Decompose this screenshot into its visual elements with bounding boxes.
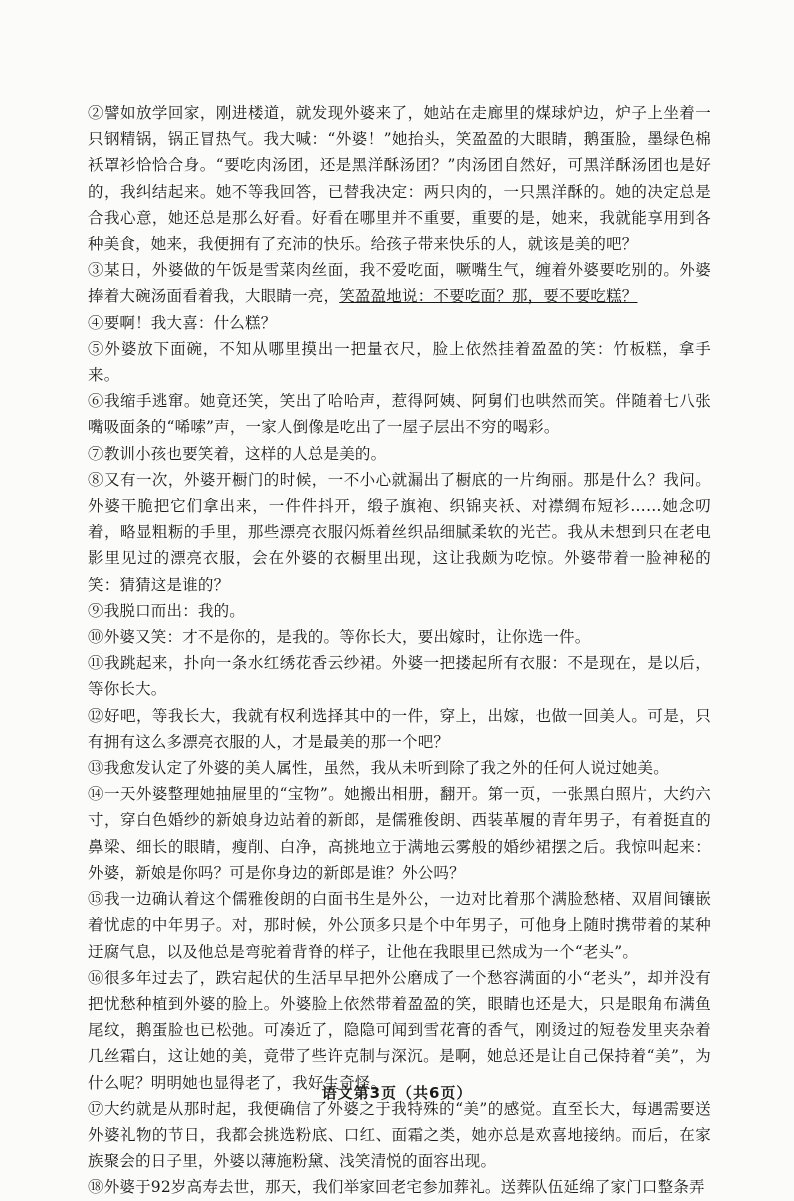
paragraph-16: ⑯很多年过去了，跌宕起伏的生活早早把外公磨成了一个愁容满面的小“老头”，却并没有把忧愁种植到外婆的脸上。外婆脸上依然带着盈盈的笑，眼睛也还是大，只是眼角布满鱼尾纹，鹅蛋脸也已松弛。可凑近了，隐隐可闻到雪花膏的香气，刚烫过的短卷发里夹杂着几丝霜白，这让她的美，竟带了些许克制与深沉。是啊，她总还是让自己保持着“美”，为什么呢？明明她也显得老了，我好生奇怪。 (88, 968, 711, 1092)
paragraph-9: ⑨我脱口而出：我的。 (88, 601, 246, 620)
paragraph-4: ④要啊！我大喜：什么糕？ (88, 313, 277, 332)
paragraph-3-underlined: 笑盈盈地说：不要吃面？那，要不要吃糕？ (339, 287, 638, 306)
paragraph-3 (88, 257, 711, 309)
paragraph-17: ⑰大约就是从那时起，我便确信了外婆之于我特殊的“美”的感觉。直至长大，每遇需要送外婆礼物的节日，我都会挑选粉底、口红、面霜之类，她亦总是欢喜地接纳。而后，在家族聚会的日子里，外婆以薄施粉黛、浅笑清悦的面容出现。 (88, 1099, 711, 1171)
paragraph-10: ⑩外婆又笑：才不是你的，是我的。等你长大，要出嫁时，让你选一件。 (88, 628, 591, 647)
paragraph-14: ⑭一天外婆整理她抽屉里的“宝物”。她搬出相册，翻开。第一页，一张黑白照片，大约六寸，穿白色婚纱的新娘身边站着的新郎，是儒雅俊朗、西装革履的青年男子，有着挺直的鼻梁、细长的眼睛，瘦削、白净，高挑地立于满地云雾般的婚纱裙摆之后。我惊叫起来：外婆，新娘是你吗？可是你身边的新郎是谁？外公吗？ (88, 785, 711, 882)
paragraph-12: ⑫好吧，等我长大，我就有权利选择其中的一件，穿上，出嫁，也做一回美人。可是，只有拥有这么多漂亮衣服的人，才是最美的那一个吧？ (88, 706, 711, 751)
paragraph-7: ⑦教训小孩也要笑着，这样的人总是美的。 (88, 444, 387, 463)
paragraph-2: ②譬如放学回家，刚进楼道，就发现外婆来了，她站在走廊里的煤球炉边，炉子上坐着一只钢精锅，锅正冒热气。我大喊：“外婆！”她抬头，笑盈盈的大眼睛，鹅蛋脸，墨绿色棉袄罩衫恰恰合身。“要吃肉汤团，还是黑洋酥汤团？”肉汤团自然好，可黑洋酥汤团也是好的，我纠结起来。她不等我回答，已替我决定：两只肉的，一只黑洋酥的。她的决定总是合我心意，她还总是那么好看。好看在哪里并不重要，重要的是，她来，我就能享用到各种美食，她来，我便拥有了充沛的快乐。给孩子带来快乐的人，就该是美的吧？ (88, 104, 711, 254)
page-footer: 语文第3页（共6页） (321, 1084, 473, 1102)
paragraph-18: ⑱外婆于92岁高寿去世，那天，我们举家回老宅参加葬礼。送葬队伍延绵了家门口整条弄 (88, 1178, 705, 1197)
paragraph-13: ⑬我愈发认定了外婆的美人属性，虽然，我从未听到除了我之外的任何人说过她美。 (88, 759, 669, 778)
paragraph-6: ⑥我缩手逃窜。她竟还笑，笑出了哈哈声，惹得阿姨、阿舅们也哄然而笑。伴随着七八张嘴吸面条的“唏嗦”声，一家人倒像是吃出了一屋子层出不穷的喝彩。 (88, 392, 711, 437)
paragraph-8: ⑧又有一次，外婆开橱门的时候，一不小心就漏出了橱底的一片绚丽。那是什么？我问。外婆干脆把它们拿出来，一件件抖开，缎子旗袍、织锦夹袄、对襟绸布短衫……她念叨着，略显粗粝的手里，那些漂亮衣服闪烁着丝织品细腻柔软的光芒。我从未想到只在老电影里见过的漂亮衣服，会在外婆的衣橱里出现，这让我颇为吃惊。外婆带着一脸神秘的笑：猜猜这是谁的？ (88, 470, 711, 594)
paragraph-3-text: ③某日，外婆做的午饭是雪菜肉丝面，我不爱吃面，噘嘴生气，缠着外婆要吃别的。外婆捧着大碗汤面看着我，大眼睛一亮， (88, 261, 711, 306)
article-body (88, 100, 711, 1201)
paragraph-5: ⑤外婆放下面碗，不知从哪里摸出一把量衣尺，脸上依然挂着盈盈的笑：竹板糕，拿手来。 (88, 339, 711, 385)
paragraph-11: ⑪我跳起来，扑向一条水红绣花香云纱裙。外婆一把搂起所有衣服：不是现在，是以后，等你长大。 (88, 654, 711, 699)
paragraph-15: ⑮我一边确认着这个儒雅俊朗的白面书生是外公，一边对比着那个满脸愁楮、双眉间镶嵌着忧虑的中年男子。对，那时候，外公顶多只是个中年男子，可他身上随时携带着的某种迂腐气息，以及他总是弯驼着背脊的样子，让他在我眼里已然成为一个“老头”。 (88, 890, 711, 961)
